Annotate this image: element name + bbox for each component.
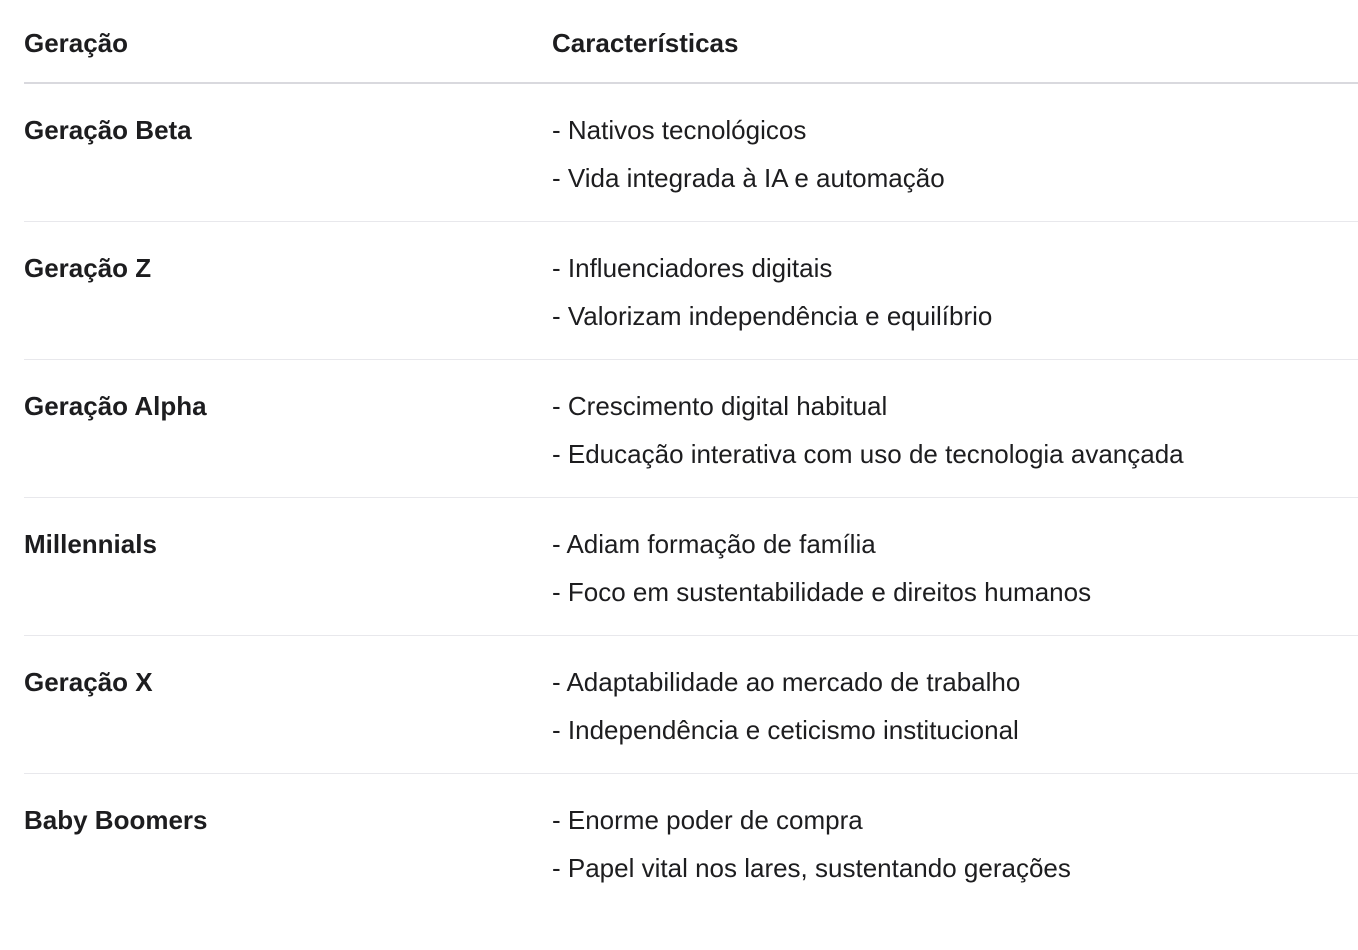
table-header — [24, 0, 1358, 84]
characteristic-item: - Enorme poder de compra — [552, 805, 863, 835]
generation-name: Geração Beta — [24, 115, 192, 145]
generation-name: Millennials — [24, 529, 157, 559]
generation-name: Geração Z — [24, 253, 152, 283]
characteristics-cell — [552, 664, 1358, 760]
generation-name: Geração X — [24, 667, 153, 697]
characteristic-item: - Crescimento digital habitual — [552, 391, 888, 421]
characteristic-item: - Adaptabilidade ao mercado de trabalho — [552, 667, 1021, 697]
characteristic-item: - Papel vital nos lares, sustentando gerações — [552, 853, 1071, 883]
table-row — [24, 636, 1358, 774]
characteristic-item: - Nativos tecnológicos — [552, 115, 807, 145]
characteristic-item: - Vida integrada à IA e automação — [552, 163, 945, 193]
characteristics-cell — [552, 388, 1358, 484]
table-row — [24, 774, 1358, 912]
table-row — [24, 360, 1358, 498]
characteristic-item: - Educação interativa com uso de tecnologia avançada — [552, 439, 1184, 469]
generation-name: Baby Boomers — [24, 805, 208, 835]
generation-name: Geração Alpha — [24, 391, 207, 421]
table-row — [24, 498, 1358, 636]
header-characteristics: Características — [552, 27, 739, 58]
characteristics-cell — [552, 112, 1358, 208]
header-generation: Geração — [24, 27, 129, 58]
table-row — [24, 84, 1358, 222]
characteristics-cell — [552, 250, 1358, 346]
generations-table — [24, 0, 1358, 912]
characteristic-item: - Influenciadores digitais — [552, 253, 833, 283]
characteristics-cell — [552, 802, 1358, 898]
characteristic-item: - Adiam formação de família — [552, 529, 876, 559]
characteristic-item: - Independência e ceticismo institucional — [552, 715, 1019, 745]
characteristic-item: - Foco em sustentabilidade e direitos humanos — [552, 577, 1092, 607]
table-row — [24, 222, 1358, 360]
characteristic-item: - Valorizam independência e equilíbrio — [552, 301, 993, 331]
characteristics-cell — [552, 526, 1358, 622]
